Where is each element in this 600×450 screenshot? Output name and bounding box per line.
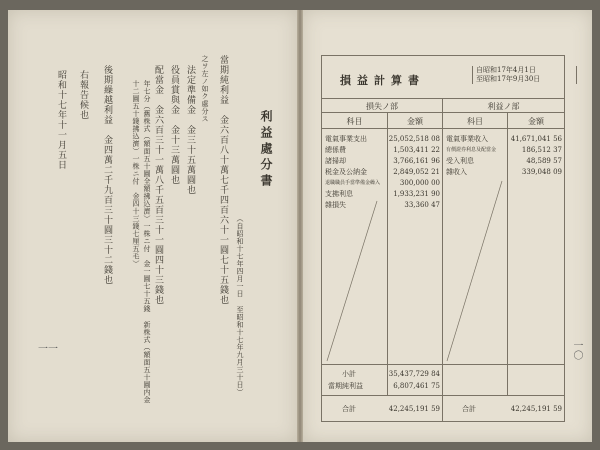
loss-item-amount: 3,766,161 96: [393, 157, 440, 165]
net-profit-amount: 6,807,461 75: [393, 382, 440, 390]
loss-item-amount: 25,052,518 08: [388, 135, 440, 143]
loss-item-label: 支拂利息: [325, 190, 353, 198]
line-carry-forward: 後期繰越利益 金四萬二千九百三十圓三十二錢也: [102, 65, 112, 285]
loss-item-amount: 300,000 00: [399, 179, 440, 187]
loss-item-label: 諸掃却: [325, 157, 346, 165]
right-page-number: 一〇: [571, 340, 582, 360]
profit-total-amount: 42,245,191 59: [510, 405, 562, 413]
net-profit-label: 當期純利益: [328, 382, 363, 390]
disposition-period: （自昭和十七年四月一日 至昭和十七年九月三十日）: [236, 215, 244, 396]
loss-col-amount: 金額: [407, 117, 423, 126]
line-disposition-note: 之ヲ左ノ如ク處分ス: [201, 55, 209, 123]
line-report: 右報告候也: [78, 70, 88, 120]
line-net-profit: 當期純利益 金六百八十萬七千四百六十一圓七十五錢也: [218, 55, 228, 305]
line-dividend: 配當金 金六百三十一萬八千五百三十一圓四十三錢也: [153, 65, 163, 305]
loss-col-item: 科目: [346, 117, 363, 126]
subtotal-amount: 35,437,729 84: [388, 370, 440, 378]
loss-item-label: 總係費: [325, 146, 346, 154]
profit-item-label: 有價證券利息及配當金: [446, 147, 497, 153]
line-officer-bonus: 役員賞與金 金十三萬圓也: [169, 65, 179, 185]
loss-item-label: 雜損失: [325, 201, 346, 209]
left-page: [8, 10, 297, 442]
line-dividend-detail: 年七分（舊株式（額面五十圓全額拂込濟）一株ニ付 金一圓七十五錢 新株式（額面五十圓内金十二圓五十錢拂込濟）一株ニ付 金四十三錢七厘五毛）: [132, 80, 151, 404]
period-from: 自昭和17年4月1日: [472, 66, 577, 75]
profit-col-amount: 金額: [528, 117, 544, 126]
profit-item-label: 受入利息: [446, 157, 474, 165]
line-date: 昭和十七年十一月五日: [56, 70, 66, 170]
loss-item-amount: 1,933,231 90: [393, 190, 440, 198]
subtotal-label: 小計: [342, 370, 356, 378]
loss-total-amount: 42,245,191 59: [388, 405, 440, 413]
profit-item-label: 電氣事業收入: [446, 135, 488, 143]
disposition-title: 利益處分書: [259, 110, 273, 190]
profit-item-label: 雜收入: [446, 168, 467, 176]
profit-header: 利益ノ部: [487, 102, 520, 111]
loss-total-label: 合計: [342, 405, 356, 413]
profit-item-amount: 186,512 37: [521, 146, 562, 154]
loss-item-amount: 33,360 47: [404, 201, 440, 209]
loss-item-label: 電氣事業支出: [325, 135, 367, 143]
loss-item-label: 税金及公納金: [325, 168, 367, 176]
right-page: [303, 10, 592, 442]
loss-header: 損失ノ部: [366, 102, 398, 111]
period-to: 至昭和17年9月30日: [472, 75, 577, 84]
profit-item-amount: 41,671,041 56: [510, 135, 562, 143]
income-statement-table: [321, 55, 565, 422]
profit-total-label: 合計: [462, 405, 476, 413]
line-legal-reserve: 法定準備金 金三十五萬圓也: [185, 65, 195, 195]
left-page-number: 一一: [38, 344, 58, 355]
profit-item-amount: 48,589 57: [526, 157, 562, 165]
statement-title: 損益計算書: [340, 74, 425, 87]
loss-item-amount: 1,503,411 22: [393, 146, 440, 154]
profit-item-amount: 339,048 09: [521, 168, 562, 176]
loss-item-label: 退職職員手當準備金繰入: [325, 180, 381, 186]
loss-item-amount: 2,849,052 21: [393, 168, 440, 176]
profit-col-item: 科目: [467, 117, 483, 126]
